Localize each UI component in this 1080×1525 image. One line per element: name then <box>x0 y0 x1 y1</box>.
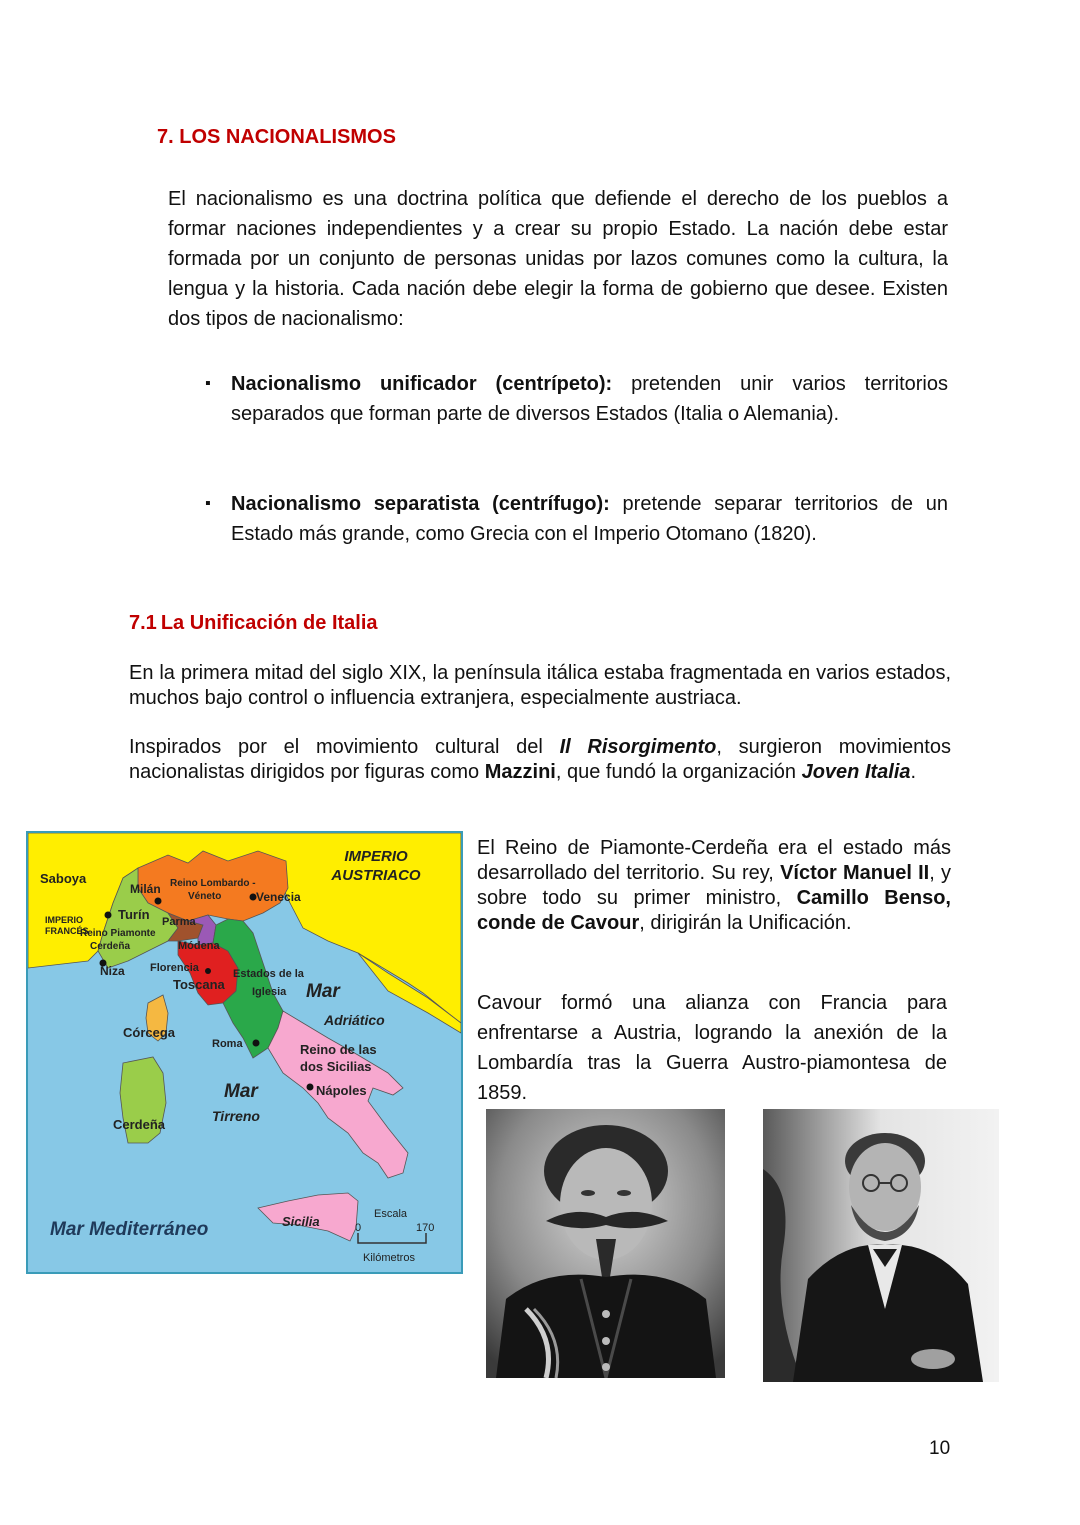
label-mediterraneo: Mar Mediterráneo <box>50 1219 209 1240</box>
page-number: 10 <box>929 1438 951 1459</box>
text-run: El Reino de Piamonte-Cerdeña era el estado más desarrollado del territorio. Su rey, <box>477 837 951 884</box>
subsection-title-text: La Unificación de Italia <box>160 612 378 634</box>
label-sicilia: Sicilia <box>282 1214 320 1229</box>
label-imperio-austriaco: IMPERIO <box>344 848 408 865</box>
label-imperio-frances: IMPERIO <box>45 915 84 925</box>
subsection-number: 7.1 <box>129 612 157 634</box>
italy-map-svg <box>28 833 461 1272</box>
bullet-marker: ▪ <box>205 495 211 512</box>
paragraph-risorgimento <box>129 735 951 785</box>
bullet-description: pretende separar territorios de un Estado más grande, como Grecia con el Imperio Otomano (1820). <box>231 493 948 545</box>
city-dot-napoles <box>307 1084 314 1091</box>
label-sicilias: Reino de las <box>300 1042 377 1057</box>
label-sicilias-2: dos Sicilias <box>300 1059 372 1074</box>
label-kilometros: Kilómetros <box>363 1252 415 1264</box>
cavour-name: Camillo Benso, conde de Cavour <box>477 887 951 934</box>
text-run: , que fundó la organización <box>555 761 802 783</box>
label-piamonte: Reino Piamonte <box>80 928 156 939</box>
label-escala-170: 170 <box>416 1222 435 1234</box>
section-title: 7. LOS NACIONALISMOS <box>157 126 396 148</box>
bullet-term: Nacionalismo separatista (centrífugo): <box>231 493 610 515</box>
paragraph-context: En la primera mitad del siglo XIX, la península itálica estaba fragmentada en varios estados, muchos bajo control o influencia extranjera, especialmente austriaca. <box>129 662 951 709</box>
label-florencia: Florencia <box>150 962 199 974</box>
text-run: , surgieron movimientos nacionalistas dirigidos por figuras como <box>129 736 951 783</box>
label-imperio-austriaco-2: AUSTRIACO <box>331 867 421 884</box>
label-lombardo-2: Véneto <box>188 891 222 902</box>
label-napoles: Nápoles <box>316 1083 367 1098</box>
paragraph-cavour-alianza: Cavour formó una alianza con Francia para enfrentarse a Austria, logrando la anexión de la Lombardía tras la Guerra Austro-piamontesa de 1859. <box>477 992 947 1104</box>
bullet-text <box>231 369 948 429</box>
label-modena: Módena <box>178 940 220 952</box>
text-run: , dirigirán la Unificación. <box>639 912 852 934</box>
bullet-item-unificador <box>205 369 948 429</box>
label-parma: Parma <box>162 916 196 928</box>
city-dot-roma <box>253 1040 260 1047</box>
label-toscana: Toscana <box>173 977 225 992</box>
bullet-description: pretenden unir varios territorios separados que forman parte de diversos Estados (Italia o Alemania). <box>231 373 948 425</box>
label-cerdena: Cerdeña <box>113 1117 166 1132</box>
joven-italia-term: Joven Italia <box>801 761 911 783</box>
label-mar-adriatico: Mar <box>306 981 340 1002</box>
subsection-title <box>129 612 378 635</box>
label-venecia: Venecia <box>256 890 301 904</box>
label-escala-0: 0 <box>355 1222 362 1234</box>
text-run: . <box>910 761 917 783</box>
label-lombardo: Reino Lombardo - <box>170 878 256 889</box>
bullet-item-separatista <box>205 489 948 549</box>
label-escala: Escala <box>374 1208 408 1220</box>
city-dot-florencia <box>205 968 211 974</box>
bullet-text <box>231 489 948 549</box>
text-run: , y sobre todo su primer ministro, <box>477 862 951 909</box>
label-turin: Turín <box>118 907 150 922</box>
risorgimento-term: Il Risorgimento <box>559 736 717 758</box>
paragraph-piamonte <box>477 836 951 936</box>
label-piamonte-2: Cerdeña <box>90 941 131 952</box>
intro-paragraph: El nacionalismo es una doctrina política que defiende el derecho de los pueblos a formar naciones independientes y a crear su propio Estado. La nación debe estar formada por un conjunto de personas unidas por lazos comunes como la cultura, la lengua y la historia. Cada nación debe elegir la forma de gobierno que desee. Existen dos tipos de nacionalismo: <box>168 188 948 330</box>
bullet-term: Nacionalismo unificador (centrípeto): <box>231 373 613 395</box>
city-dot-milan <box>155 898 162 905</box>
label-mar-tirreno-2: Tirreno <box>212 1108 260 1124</box>
label-mar-adriatico-2: Adriático <box>324 1012 385 1028</box>
mazzini-name: Mazzini <box>484 761 556 783</box>
label-corcega: Córcega <box>123 1025 176 1040</box>
italy-map <box>26 831 463 1274</box>
label-milan: Milán <box>130 882 161 896</box>
label-saboya: Saboya <box>40 871 87 886</box>
portrait-victor-manuel-svg <box>486 1109 725 1378</box>
label-imperio-frances-2: FRANCÉS <box>45 926 89 936</box>
portrait-cavour <box>763 1109 999 1382</box>
city-dot-turin <box>105 912 112 919</box>
victor-manuel-name: Víctor Manuel II <box>780 862 930 884</box>
text-run: Inspirados por el movimiento cultural del <box>129 736 560 758</box>
bullet-marker: ▪ <box>205 375 211 392</box>
label-mar-tirreno: Mar <box>224 1081 258 1102</box>
label-estados-2: Iglesia <box>252 986 287 998</box>
portrait-victor-manuel <box>486 1109 725 1378</box>
label-estados: Estados de la <box>233 968 304 980</box>
label-roma: Roma <box>212 1038 243 1050</box>
label-niza: Niza <box>100 964 125 978</box>
portrait-cavour-svg <box>763 1109 999 1382</box>
